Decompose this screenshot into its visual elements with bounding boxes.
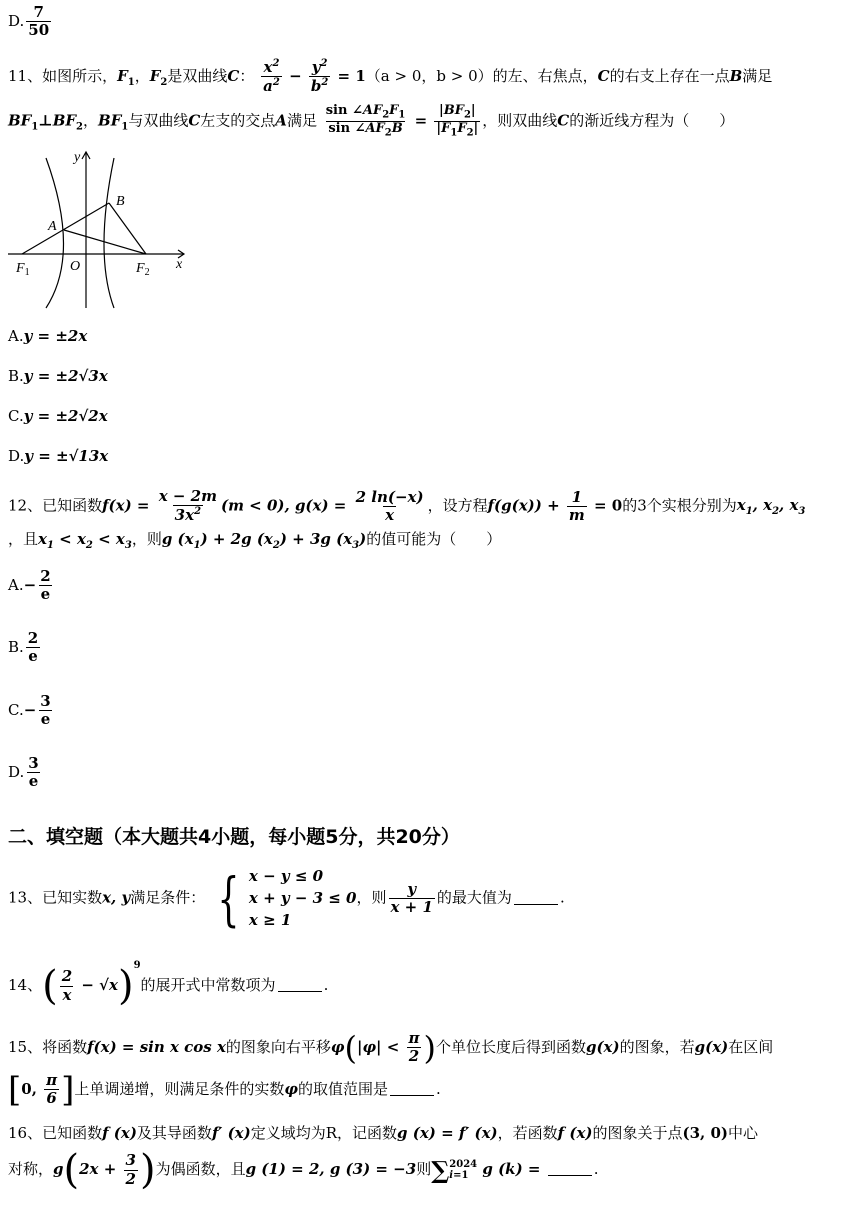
answer-blank[interactable] (278, 991, 322, 992)
label-f1: $F_1$ (16, 261, 30, 278)
q12-line1: 12、已知函数f(x) = $\frac{x - 2m}{3x^2}$ (m < 0), g(x) = $\frac{2 \ln(-x)}{x}$ ，设方程f(g(x)) + $\frac{1}{m}$ = 0的3个实根分别为$x_1$, $x_2$, $x_3$ (8, 487, 806, 525)
q11-option-a: A.y = ±2x (8, 327, 88, 345)
q12-option-c: C.− $\frac{3}{e}$ (8, 692, 51, 729)
q13: 13、已知实数x, y满足条件： { x − y ≤ 0 x + y − 3 ≤ 0 x ≥ 1 ，则 $\frac{y}{x + 1}$ 的最大值为 . (8, 864, 565, 933)
section-title: 二、填空题（本大题共4小题，每小题5分，共20分） (8, 826, 460, 848)
label-y: y (74, 150, 81, 165)
answer-blank[interactable] (390, 1095, 434, 1096)
q16-line2: 对称，g(2x + $\frac{3}{2}$ )为偶函数，且g (1) = 2, g (3) = −3则∑ 2024 i=1 g (k) = . (8, 1147, 599, 1193)
q11-option-d: D.y = ±√13x (8, 447, 109, 465)
label-o: O (70, 259, 81, 274)
line-f1-b (22, 203, 109, 254)
label-b: B (116, 194, 125, 209)
label-x: x (176, 257, 183, 272)
q12-line2: ，且$x_1 < x_2 < x_3$，则g $(x_1) + 2g$ $(x_2) + 3g$ $(x_3)$的值可能为（ ） (8, 530, 502, 551)
answer-blank[interactable] (548, 1175, 592, 1176)
q11-line1: 11、如图所示，$F_1$，$F_2$是双曲线C： $\frac{x^2}{a^2}$ − $\frac{y^2}{b^2}$ = 1（a > 0，b > 0）的左、右焦点，C的右支上存在一点B满足 (8, 58, 773, 96)
q12-option-b: B. $\frac{2}{e}$ (8, 629, 39, 666)
answer-blank[interactable] (514, 904, 558, 905)
q11-line2: $BF_1\perp BF_2$，$BF_1$与双曲线C左支的交点A满足 $\frac{\sin \angle AF_2F_1}{\sin \angle AF_2B}$ = $\frac{|BF_2|}{|F_1F_2|}$ ，则双曲线C的渐近线方程为（ ） (8, 103, 735, 139)
q11-option-c: C.y = ±2√2x (8, 407, 108, 425)
q11-option-b: B.y = ±2√3x (8, 367, 108, 385)
label-a: A (48, 219, 57, 234)
q10-option-d: D. $\frac{7}{50}$ (8, 3, 50, 40)
q14: 14、( $\frac{2}{x}$ − √x)$^9$的展开式中常数项为 . (8, 960, 329, 1009)
q12-option-d: D. $\frac{3}{e}$ (8, 754, 39, 791)
q15-line1: 15、将函数f(x) = sin x cos x的图象向右平移φ(|φ| < $\frac{\pi}{2}$ )个单位长度后得到函数g(x)的图象，若g(x)在区间 (8, 1028, 774, 1067)
line-b-f2 (109, 203, 146, 254)
q15-line2: [0, $\frac{\pi}{6}$ ]上单调递增，则满足条件的实数φ的取值范围是 . (8, 1069, 441, 1110)
label-f2: $F_2$ (136, 261, 150, 278)
q12-option-a: A.− $\frac{2}{e}$ (8, 567, 51, 604)
line-a-f2 (64, 230, 146, 254)
hyperbola-right-branch (104, 158, 114, 308)
q16-line1: 16、已知函数f (x)及其导函数f′ (x)定义域均为R，记函数g (x) = f′ (x)，若函数f (x)的图象关于点(3, 0)中心 (8, 1124, 759, 1142)
hyperbola-figure (6, 148, 191, 310)
